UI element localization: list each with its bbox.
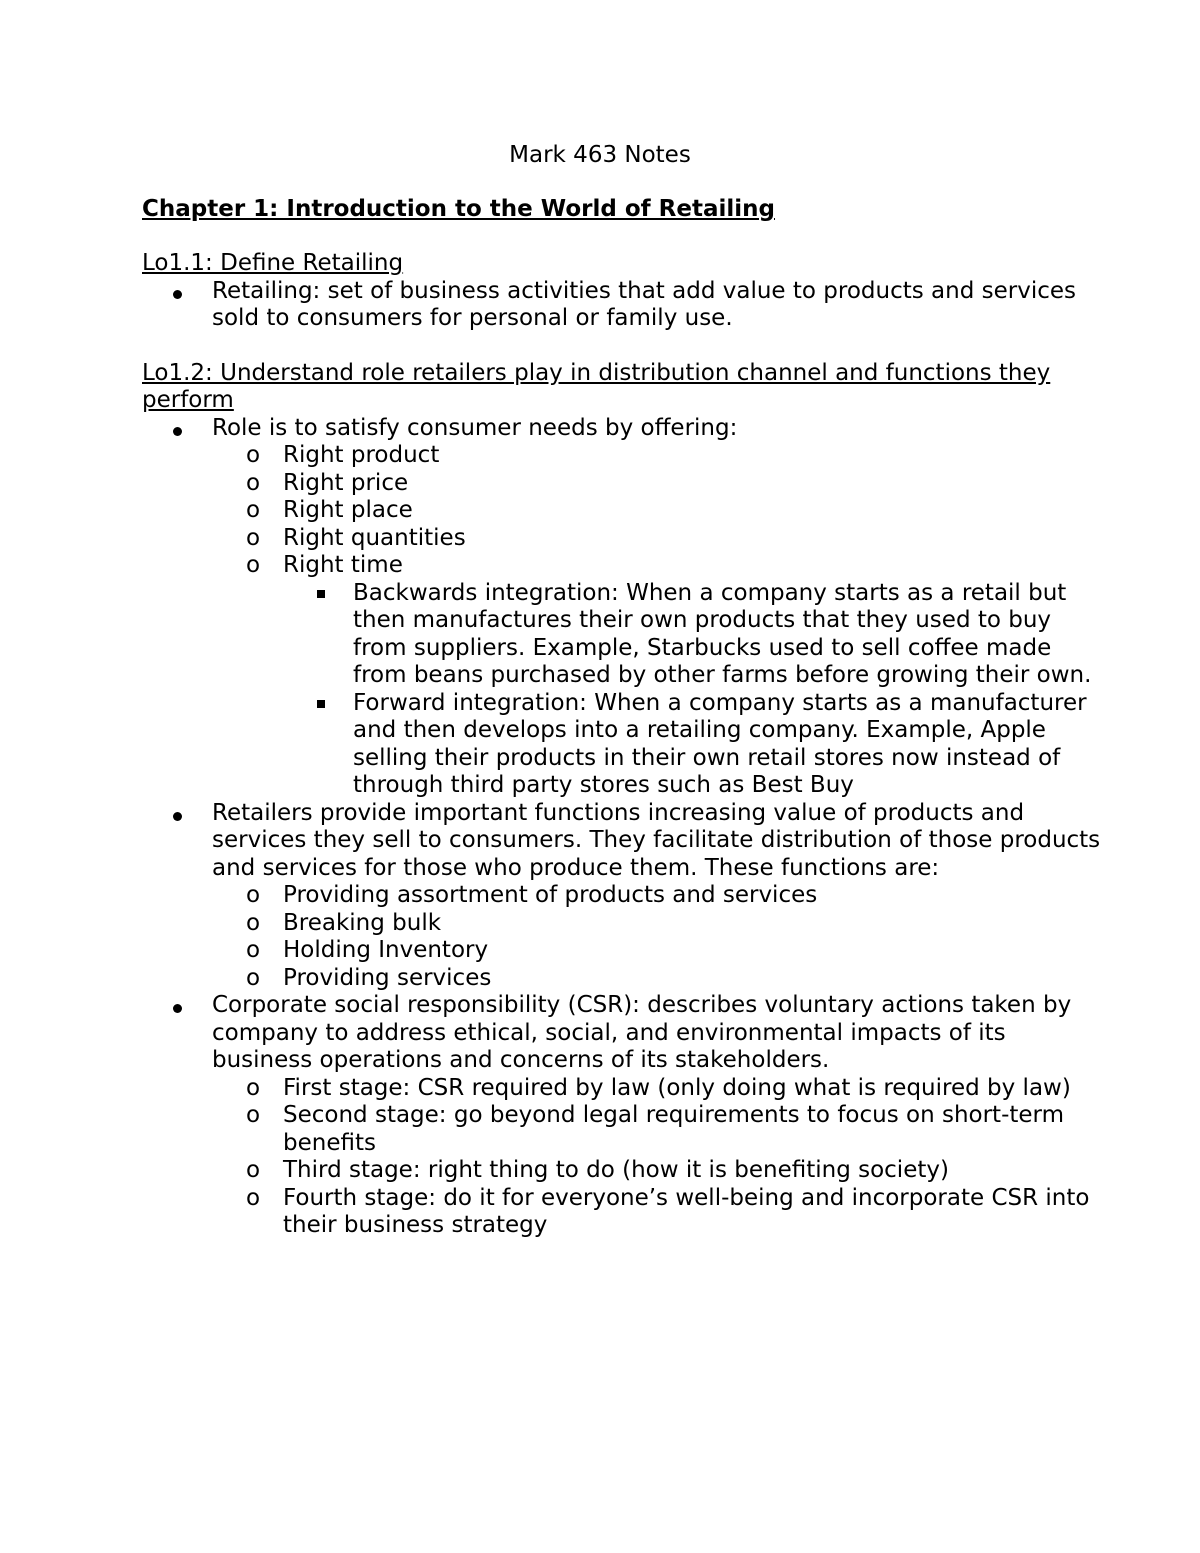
- circle-bullet-icon: o: [246, 1074, 261, 1101]
- sub-sub-bullet-text: Backwards integration: When a company starts as a retail but then manufactures their own products that they used to buy from suppliers. Example, Starbucks used to sell coffee made from beans purchased by other farms before growing their own.: [353, 579, 1092, 688]
- chapter-heading: Chapter 1: Introduction to the World of Retailing: [142, 196, 775, 222]
- bullet-dot-icon: [173, 812, 182, 821]
- bullet-dot-icon: [173, 290, 182, 299]
- section-heading-lo1-1: Lo1.1: Define Retailing: [142, 250, 404, 276]
- list-item: [212, 1102, 1102, 1157]
- sub-bullet-text: Right place: [283, 497, 413, 523]
- list-item: [212, 442, 1102, 470]
- sub-bullet-text: Providing services: [283, 964, 492, 991]
- list-item: [212, 965, 1102, 993]
- sub-bullet-text: Holding Inventory: [283, 937, 489, 963]
- bullet-text: Corporate social responsibility (CSR): describes voluntary actions taken by company to address ethical, social, and environmental impacts of its business operations and concerns of its stakeholders.: [212, 992, 1072, 1073]
- list-item: [142, 278, 1102, 333]
- sub-bullet-list: [142, 442, 1102, 800]
- sub-sub-bullet-list: [283, 580, 1102, 800]
- sub-bullet-text: Providing assortment of products and services: [283, 882, 818, 908]
- bullet-text: Retailers provide important functions increasing value of products and services they sell to consumers. They facilitate distribution of those products and services for those who produce them. These functions are:: [212, 799, 1101, 881]
- sub-bullet-text: Second stage: go beyond legal requirements to focus on short-term benefits: [283, 1102, 1064, 1156]
- sub-bullet-text: Right product: [283, 442, 440, 468]
- bullet-dot-icon: [173, 427, 182, 436]
- bullet-text: Retailing: set of business activities that add value to products and services sold to consumers for personal or family use.: [212, 277, 1076, 331]
- list-item: [212, 525, 1102, 553]
- circle-bullet-icon: o: [246, 552, 261, 578]
- list-item: [212, 882, 1102, 910]
- list-item: [212, 497, 1102, 525]
- bullet-list: [142, 278, 1102, 333]
- list-item: [283, 580, 1102, 690]
- circle-bullet-icon: o: [246, 1102, 261, 1128]
- list-item: [212, 910, 1102, 938]
- circle-bullet-icon: o: [246, 469, 261, 496]
- notes-content: [142, 250, 1102, 1240]
- circle-bullet-icon: o: [246, 882, 261, 908]
- circle-bullet-icon: o: [246, 909, 261, 936]
- circle-bullet-icon: o: [246, 964, 261, 991]
- list-item: [212, 1157, 1102, 1185]
- square-bullet-icon: [317, 700, 325, 708]
- square-bullet-icon: [317, 590, 325, 598]
- sub-bullet-text: Third stage: right thing to do (how it is benefiting society): [283, 1157, 949, 1183]
- list-item: [212, 552, 1102, 800]
- bullet-text: Role is to satisfy consumer needs by offering:: [212, 414, 738, 441]
- sub-bullet-text: Fourth stage: do it for everyone’s well-being and incorporate CSR into their business strategy: [283, 1184, 1090, 1238]
- sub-bullet-text: Right quantities: [283, 524, 466, 551]
- list-item: [142, 992, 1102, 1240]
- sub-bullet-text: Breaking bulk: [283, 909, 442, 936]
- circle-bullet-icon: o: [246, 1157, 261, 1183]
- list-item: [212, 470, 1102, 498]
- sub-bullet-text: First stage: CSR required by law (only doing what is required by law): [283, 1074, 1071, 1101]
- circle-bullet-icon: o: [246, 524, 261, 551]
- circle-bullet-icon: o: [246, 1184, 261, 1211]
- circle-bullet-icon: o: [246, 497, 261, 523]
- list-item: [212, 937, 1102, 965]
- list-item: [142, 800, 1102, 993]
- list-item: [212, 1075, 1102, 1103]
- sub-bullet-text: Right price: [283, 469, 409, 496]
- circle-bullet-icon: o: [246, 937, 261, 963]
- bullet-dot-icon: [173, 1004, 182, 1013]
- list-item: [142, 415, 1102, 800]
- sub-sub-bullet-text: Forward integration: When a company starts as a manufacturer and then develops into a retailing company. Example, Apple selling their products in their own retail stores now instead of through third party stores such as Best Buy: [353, 689, 1087, 798]
- document-title: Mark 463 Notes: [509, 142, 691, 168]
- sub-bullet-text: Right time: [283, 552, 403, 578]
- sub-bullet-list: [142, 882, 1102, 992]
- circle-bullet-icon: o: [246, 442, 261, 468]
- section-heading-lo1-2: Lo1.2: Understand role retailers play in distribution channel and functions they perform: [142, 359, 1051, 413]
- list-item: [212, 1185, 1102, 1240]
- sub-bullet-list: [142, 1075, 1102, 1240]
- bullet-list: [142, 415, 1102, 1240]
- list-item: [283, 690, 1102, 800]
